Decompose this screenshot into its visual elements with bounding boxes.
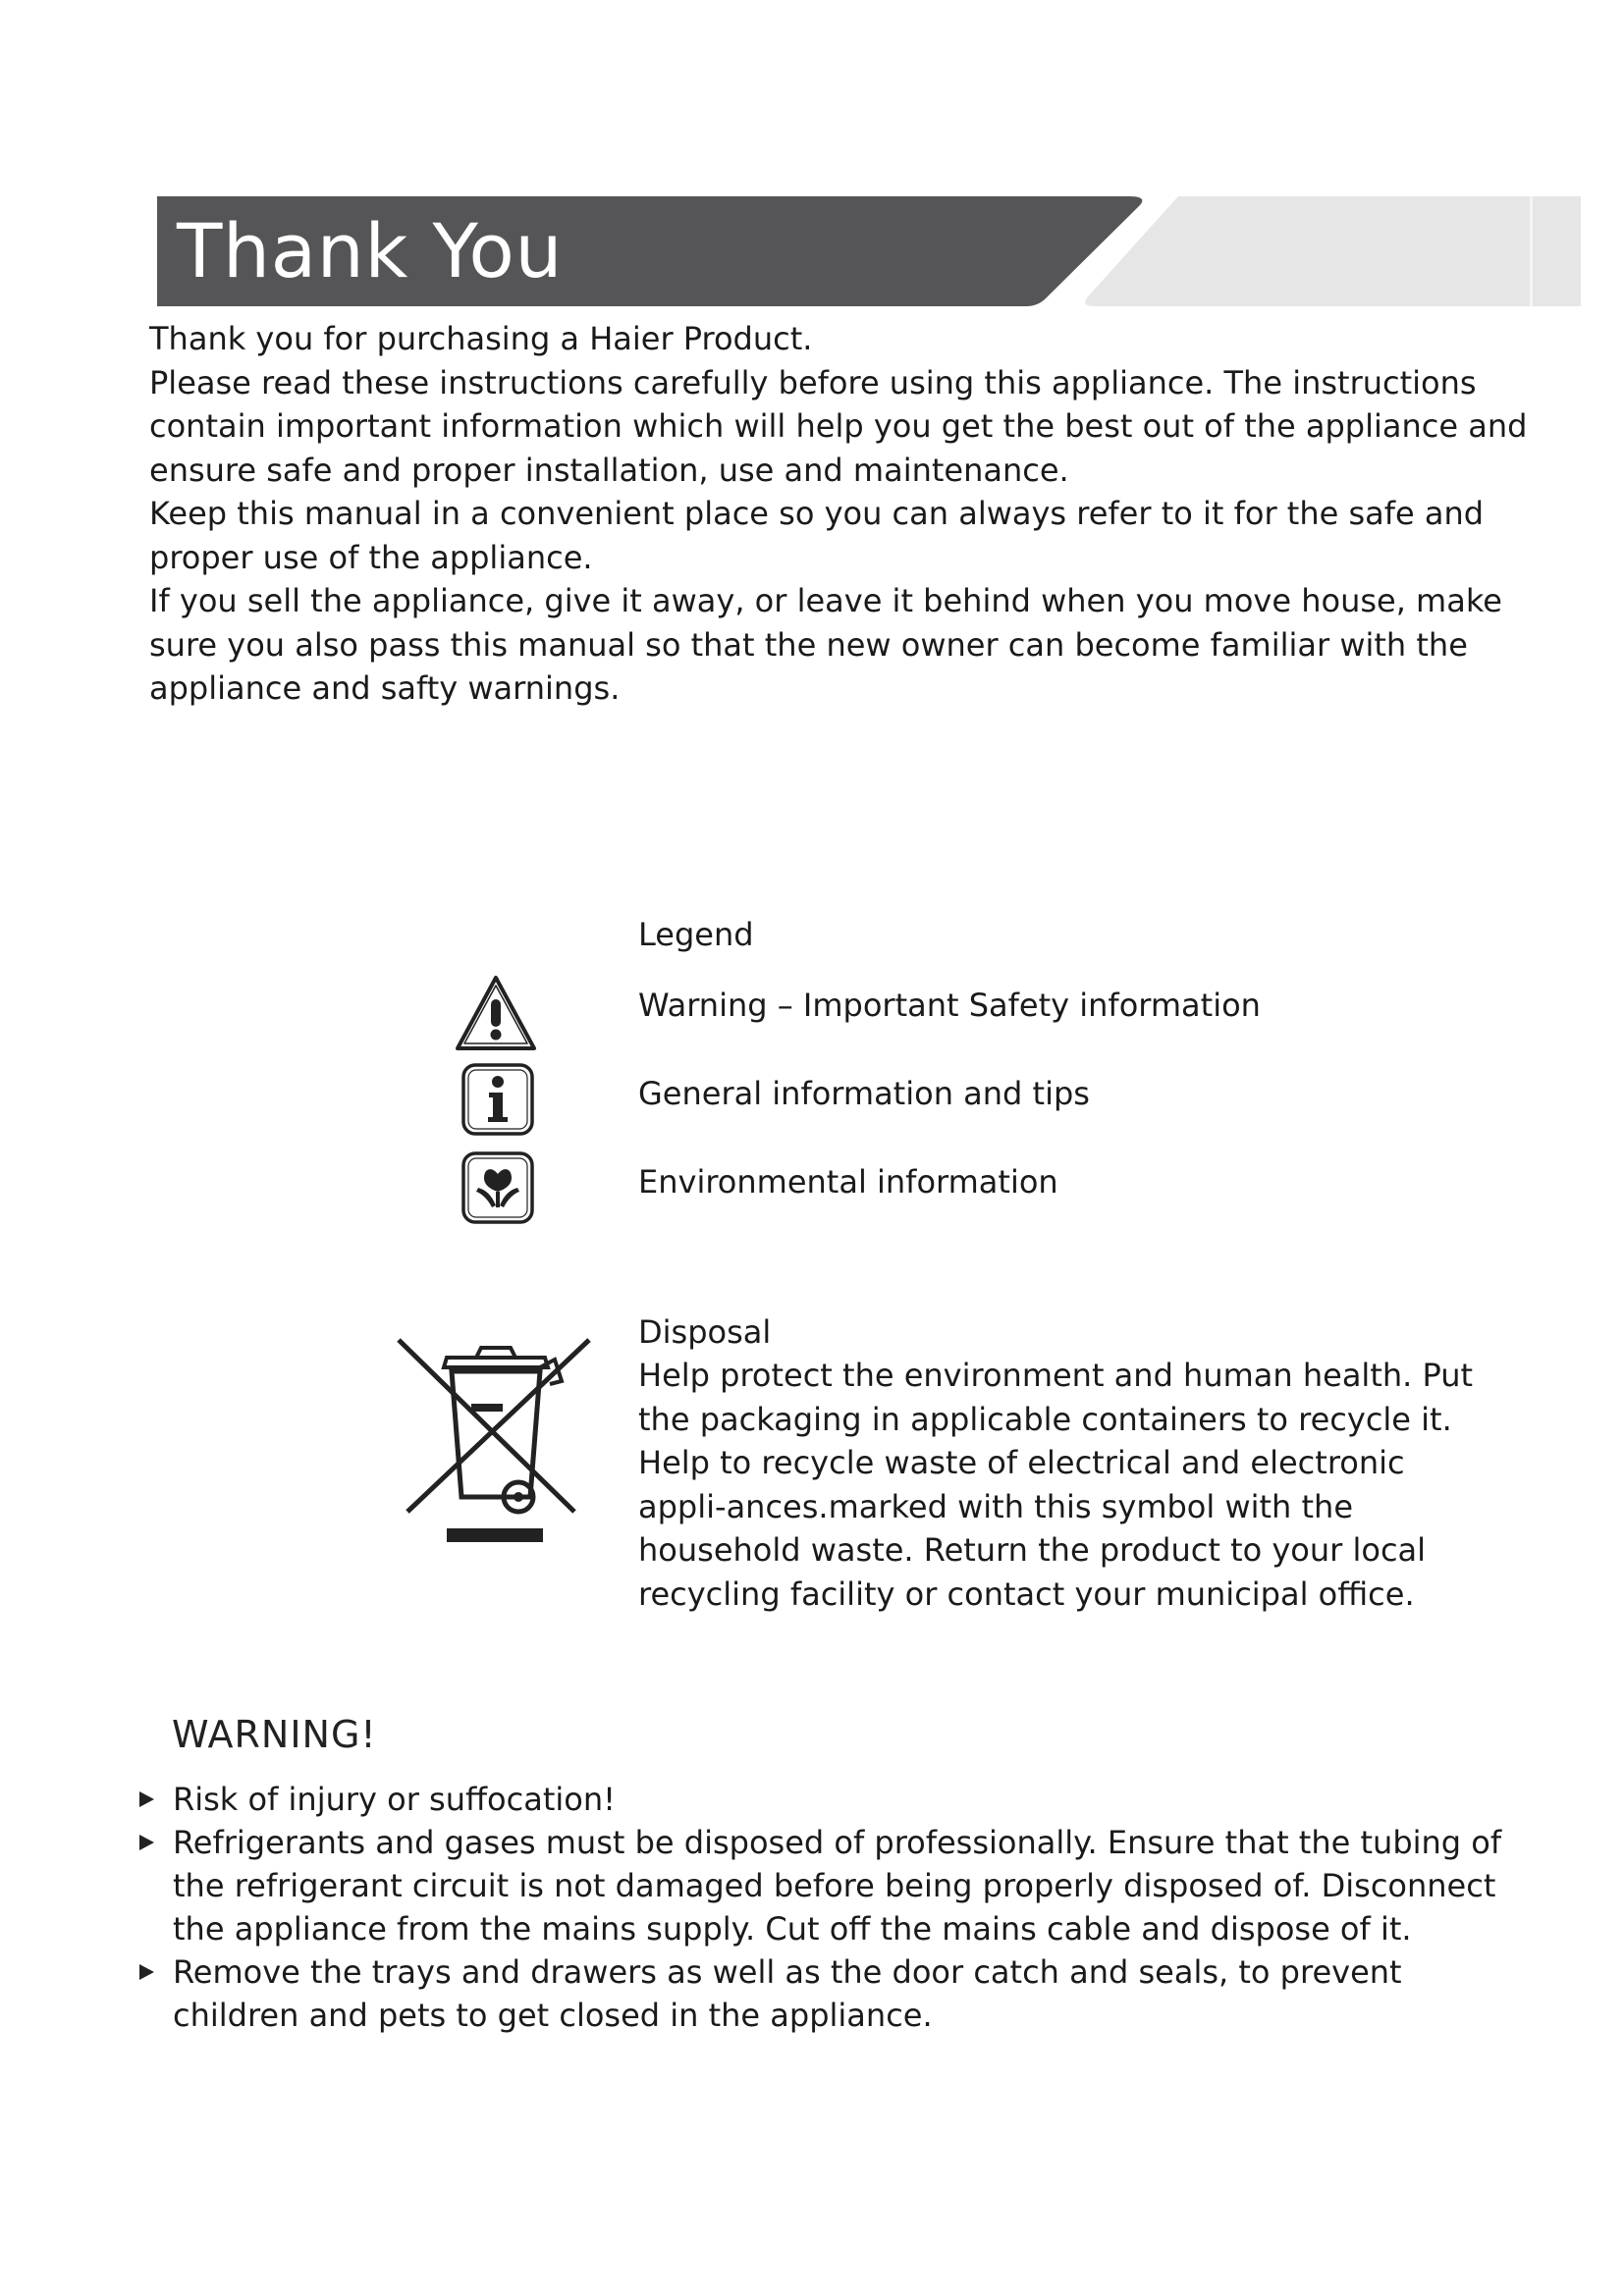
intro-paragraph: If you sell the appliance, give it away, or leave it behind when you move house, make sure you also pass this manual so that the new owner can become familiar with the appliance and safty warnings. — [149, 582, 1502, 707]
warning-list — [137, 1778, 1512, 2037]
legend-item-label: Warning – Important Safety information — [638, 987, 1261, 1024]
bullet-arrow-icon — [139, 1835, 154, 1850]
intro-section — [149, 317, 1563, 711]
intro-paragraph: Thank you for purchasing a Haier Product. — [149, 320, 813, 357]
warning-title: WARNING! — [172, 1713, 377, 1756]
legend-item-environment — [393, 1148, 1522, 1227]
warning-list-item — [137, 1950, 1512, 2037]
warning-list-item — [137, 1821, 1512, 1950]
warning-triangle-icon — [452, 972, 540, 1056]
legend-item-label: General information and tips — [638, 1075, 1090, 1112]
bullet-arrow-icon — [139, 1791, 154, 1807]
crossed-out-wheelie-bin-icon — [393, 1330, 599, 1556]
page-title: Thank You — [177, 207, 563, 294]
warning-item-text: Risk of injury or suffocation! — [173, 1781, 616, 1818]
intro-paragraph: Please read these instructions carefully before using this appliance. The instructions contain important information which will help you get the best out of the appliance and ensure safe and proper installation, use and maintenance. — [149, 363, 1528, 489]
legend-heading: Legend — [638, 916, 754, 953]
disposal-title: Disposal — [638, 1313, 772, 1351]
environment-flower-icon — [459, 1148, 537, 1227]
info-icon — [459, 1060, 537, 1139]
header-banner — [157, 196, 1581, 306]
bullet-arrow-icon — [139, 1964, 154, 1980]
warning-list-item — [137, 1778, 1512, 1821]
disposal-body: Help protect the environment and human health. Put the packaging in applicable containers to recycle it. Help to recycle waste of electrical and electronic appli-ances.marked with this symbol with the household waste. Return the product to your local recycling facility or contact your municipal office. — [638, 1357, 1474, 1613]
legend-item-info — [393, 1060, 1522, 1139]
legend-item-warning — [393, 972, 1522, 1050]
legend-item-label: Environmental information — [638, 1163, 1058, 1201]
warning-item-text: Refrigerants and gases must be disposed of professionally. Ensure that the tubing of the refrigerant circuit is not damaged before being properly disposed of. Disconnect the appliance from the mains supply. Cut off the mains cable and dispose of it. — [173, 1824, 1502, 1948]
warning-section — [137, 1713, 1512, 2037]
intro-paragraph: Keep this manual in a convenient place so you can always refer to it for the safe and proper use of the appliance. — [149, 495, 1485, 576]
warning-item-text: Remove the trays and drawers as well as the door catch and seals, to prevent children and pets to get closed in the appliance. — [173, 1953, 1402, 2034]
